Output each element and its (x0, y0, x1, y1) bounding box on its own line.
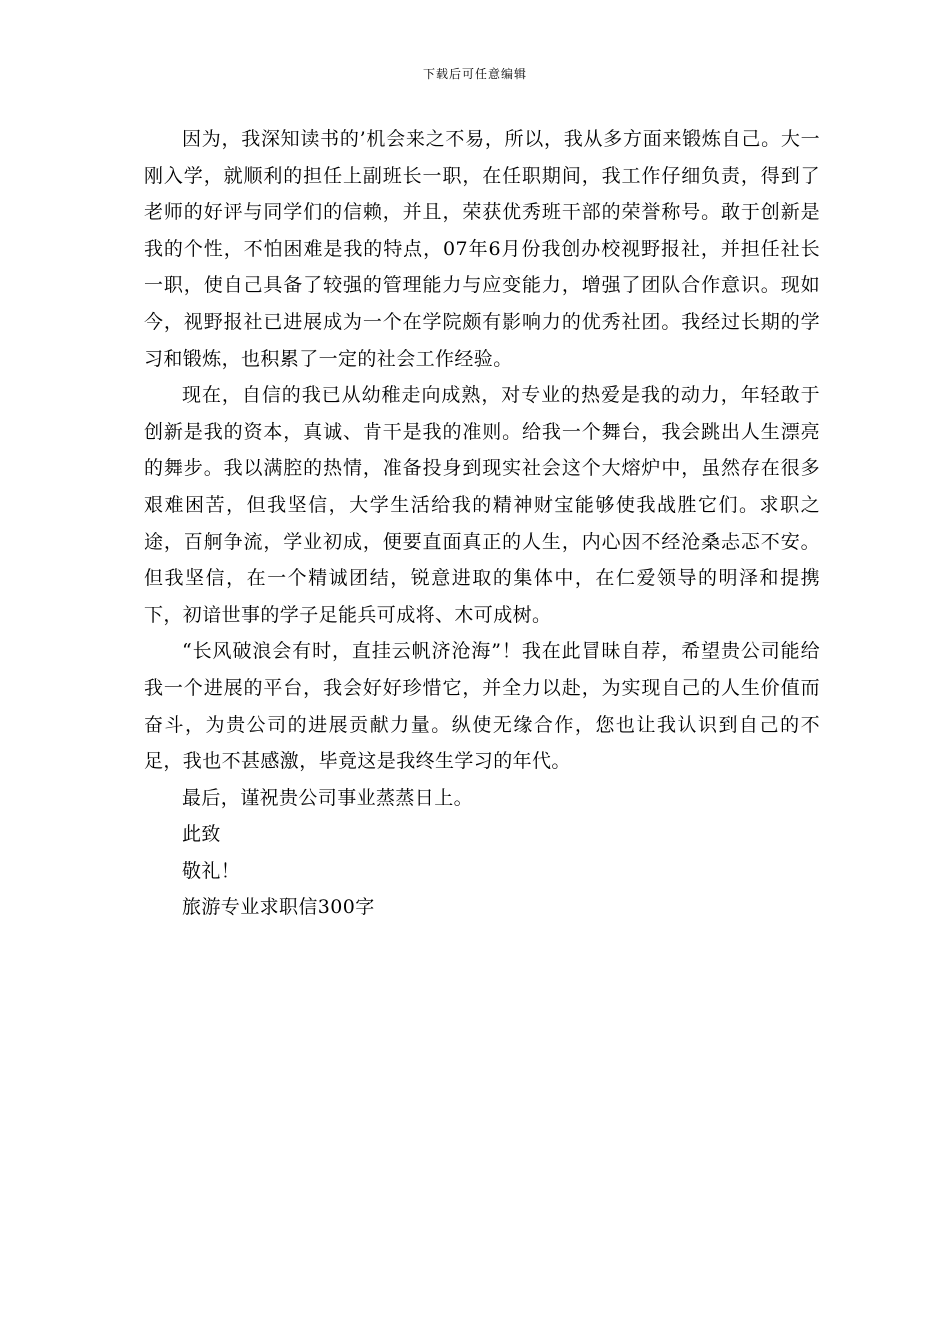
salutation-line-1: 此致 (182, 823, 221, 846)
paragraph-1: 因为，我深知读书的’机会来之不易，所以，我从多方面来锻炼自己。大一刚入学，就顺利的担任上副班长一职，在任职期间，我工作仔细负责，得到了老师的好评与同学们的信赖，并且，荣获优秀班干部的荣誉称号。敢于创新是我的个性，不怕困难是我的特点，07年6月份我创办校视野报社，并担任社长一职，使自己具备了较强的管理能力与应变能力，增强了团队合作意识。现如今，视野报社已进展成为一个在学院颇有影响力的优秀社团。我经过长期的学习和锻炼，也积累了一定的社会工作经验。 (144, 128, 820, 370)
header-note: 下载后可任意编辑 (422, 67, 527, 81)
paragraph-3: “长风破浪会有时，直挂云帆济沧海”！我在此冒昧自荐，希望贵公司能给我一个进展的平台，我会好好珍惜它，并全力以赴，为实现自己的人生价值而奋斗，为贵公司的进展贡献力量。纵使无缘合作，您也让我认识到自己的不足，我也不甚感激，毕竟这是我终生学习的年代。 (144, 640, 820, 773)
salutation-line-2: 敬礼！ (182, 859, 241, 882)
closing-line: 最后，谨祝贵公司事业蒸蒸日上。 (182, 786, 474, 809)
footer-title: 旅游专业求职信300字 (182, 896, 375, 919)
paragraph-2: 现在，自信的我已从幼稚走向成熟，对专业的热爱是我的动力，年轻敢于创新是我的资本，真诚、肯干是我的准则。给我一个舞台，我会跳出人生漂亮的舞步。我以满腔的热情，准备投身到现实社会这个大熔炉中，虽然存在很多艰难困苦，但我坚信，大学生活给我的精神财宝能够使我战胜它们。求职之途，百舸争流，学业初成，便要直面真正的人生，内心因不经沧桑忐忑不安。但我坚信，在一个精诚团结，锐意进取的集体中，在仁爱领导的明泽和提携下，初谙世事的学子足能兵可成将、木可成树。 (144, 384, 820, 626)
letter-body (144, 121, 820, 926)
